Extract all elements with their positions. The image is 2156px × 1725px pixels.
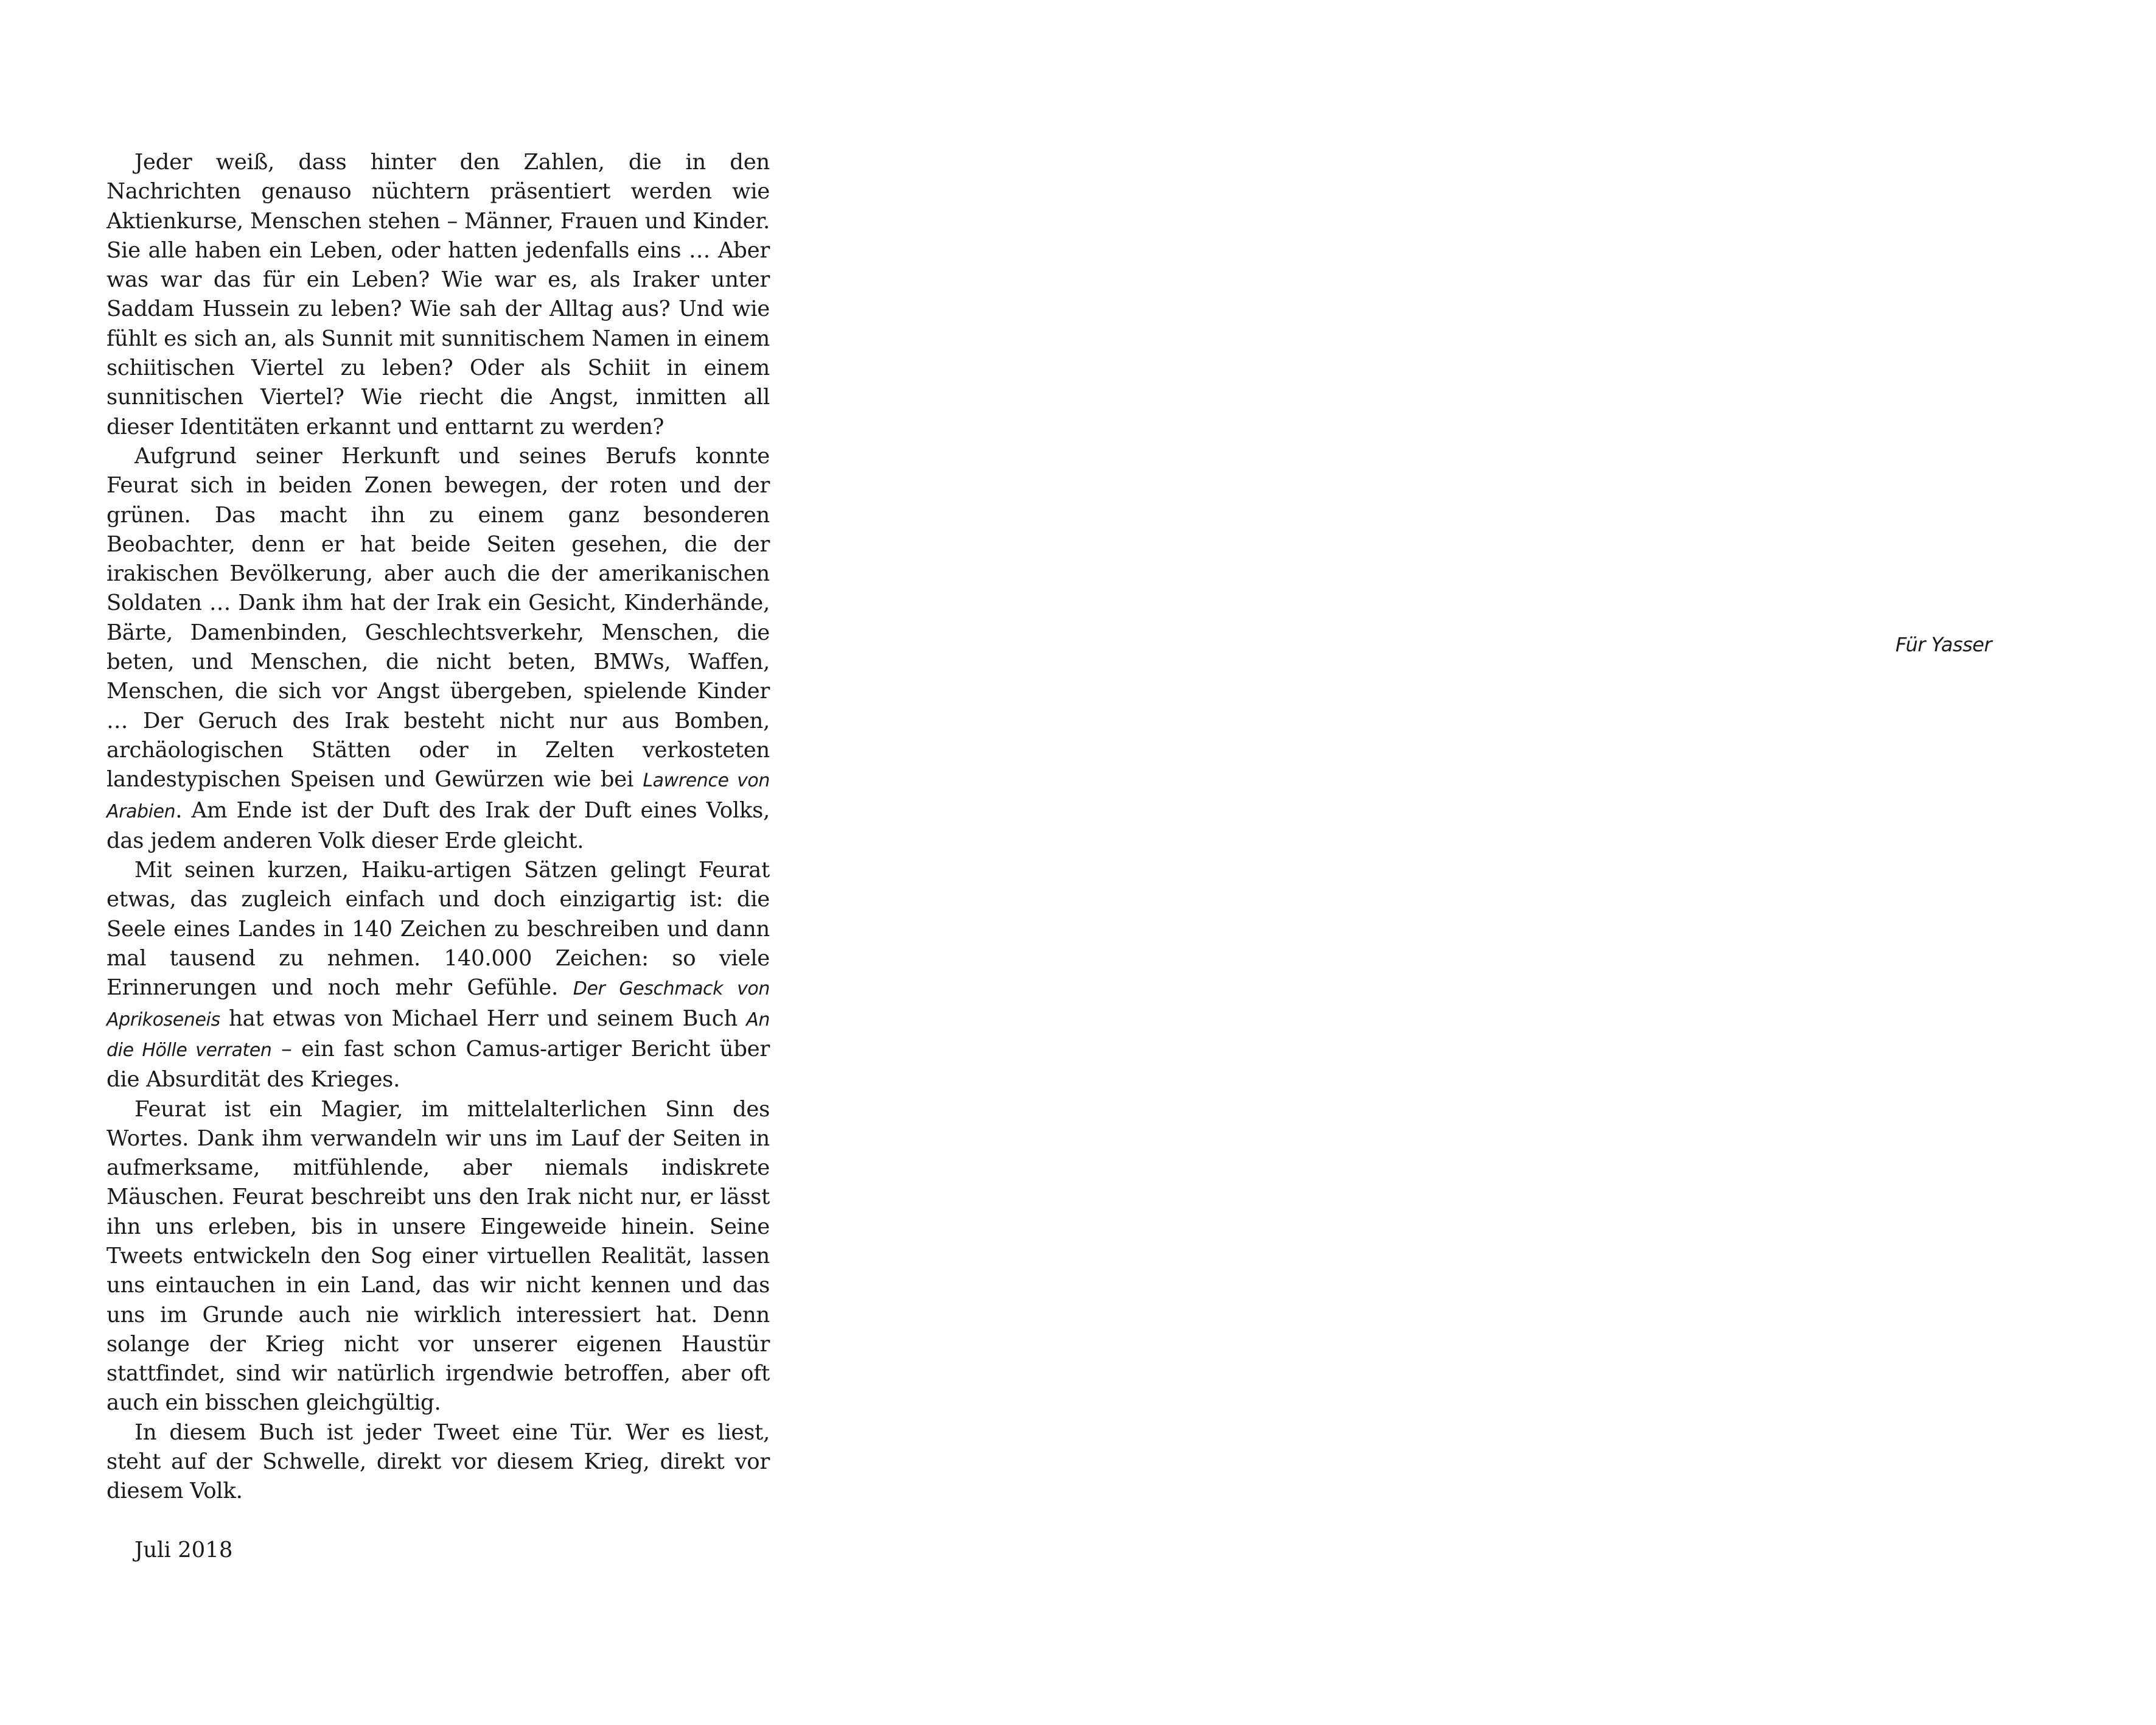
paragraph-2-text-after: . Am Ende ist der Duft des Irak der Duft eines Volks, das jedem anderen Volk dieser Erde gleicht. [106,797,770,853]
foreword-text [106,148,770,1506]
date-line: Juli 2018 [134,1537,233,1562]
paragraph-3 [106,856,770,1094]
right-page [1078,0,2156,1725]
paragraph-2 [106,442,770,856]
paragraph-4: Feurat ist ein Magier, im mittelalterlichen Sinn des Wortes. Dank ihm verwandeln wir uns im Lauf der Seiten in aufmerksame, mitfühlende, aber niemals indiskrete Mäuschen. Feurat beschreibt uns den Irak nicht nur, er lässt ihn uns erleben, bis in unsere Eingeweide hinein. Seine Tweets entwickeln den Sog einer virtuellen Realität, lassen uns eintauchen in ein Land, das wir nicht kennen und das uns im Grunde auch nie wirklich interessiert hat. Denn solange der Krieg nicht vor unserer eigenen Haustür stattfindet, sind wir natürlich irgendwie betroffen, aber oft auch ein bisschen gleichgültig. [106,1096,770,1416]
left-page [106,148,770,1565]
book-title-aprikoseneis: Der Geschmack von Aprikoseneis [106,978,770,1030]
book-title-lawrence: Lawrence von Arabien [106,770,770,822]
paragraph-1: Jeder weiß, dass hinter den Zahlen, die in den Nachrichten genauso nüchtern präsentiert werden wie Aktienkurse, Menschen stehen – Männer, Frauen und Kinder. Sie alle haben ein Leben, oder hatten jedenfalls eins … Aber was war das für ein Leben? Wie war es, als Iraker unter Saddam Hussein zu leben? Wie sah der Alltag aus? Und wie fühlt es sich an, als Sunnit mit sunnitischem Namen in einem schiitischen Viertel zu leben? Oder als Schiit in einem sunnitischen Viertel? Wie riecht die Angst, inmitten all dieser Identitäten erkannt und enttarnt zu werden? [106,150,770,439]
paragraph-3-text-after: – ein fast schon Camus-artiger Bericht über die Absurdität des Krieges. [106,1036,770,1093]
paragraph-2-text-before: Aufgrund seiner Herkunft und seines Berufs konnte Feurat sich in beiden Zonen bewegen, der roten und der grünen. Das macht ihn zu einem ganz besonderen Beobachter, denn er hat beide Seiten gesehen, die der irakischen Bevölkerung, aber auch die der amerikanischen Soldaten … Dank ihm hat der Irak ein Gesicht, Kinderhände, Bärte, Damenbinden, Geschlechtsverkehr, Menschen, die beten, und Menschen, die nicht beten, BMWs, Waffen, Menschen, die sich vor Angst übergeben, spielende Kinder … Der Geruch des Irak besteht nicht nur aus Bomben, archäologischen Stätten oder in Zelten verkosteten landestypischen Speisen und Gewürzen wie bei [106,443,770,793]
paragraph-3-text-before: Mit seinen kurzen, Haiku-artigen Sätzen gelingt Feurat etwas, das zugleich einfach und doch einzigartig ist: die Seele eines Landes in 140 Zeichen zu beschreiben und dann mal tausend zu nehmen. 140.000 Zeichen: so viele Erinnerungen und noch mehr Gefühle. [106,858,770,1001]
book-title-hoelle: An die Hölle verraten [106,1009,770,1061]
paragraph-3-text-middle: hat etwas von Michael Herr und seinem Buch [220,1006,747,1031]
paragraph-5: In diesem Buch ist jeder Tweet eine Tür. Wer es liest, steht auf der Schwelle, direkt vor diesem Krieg, direkt vor diesem Volk. [106,1419,770,1504]
dedication: Für Yasser [1895,633,1992,656]
